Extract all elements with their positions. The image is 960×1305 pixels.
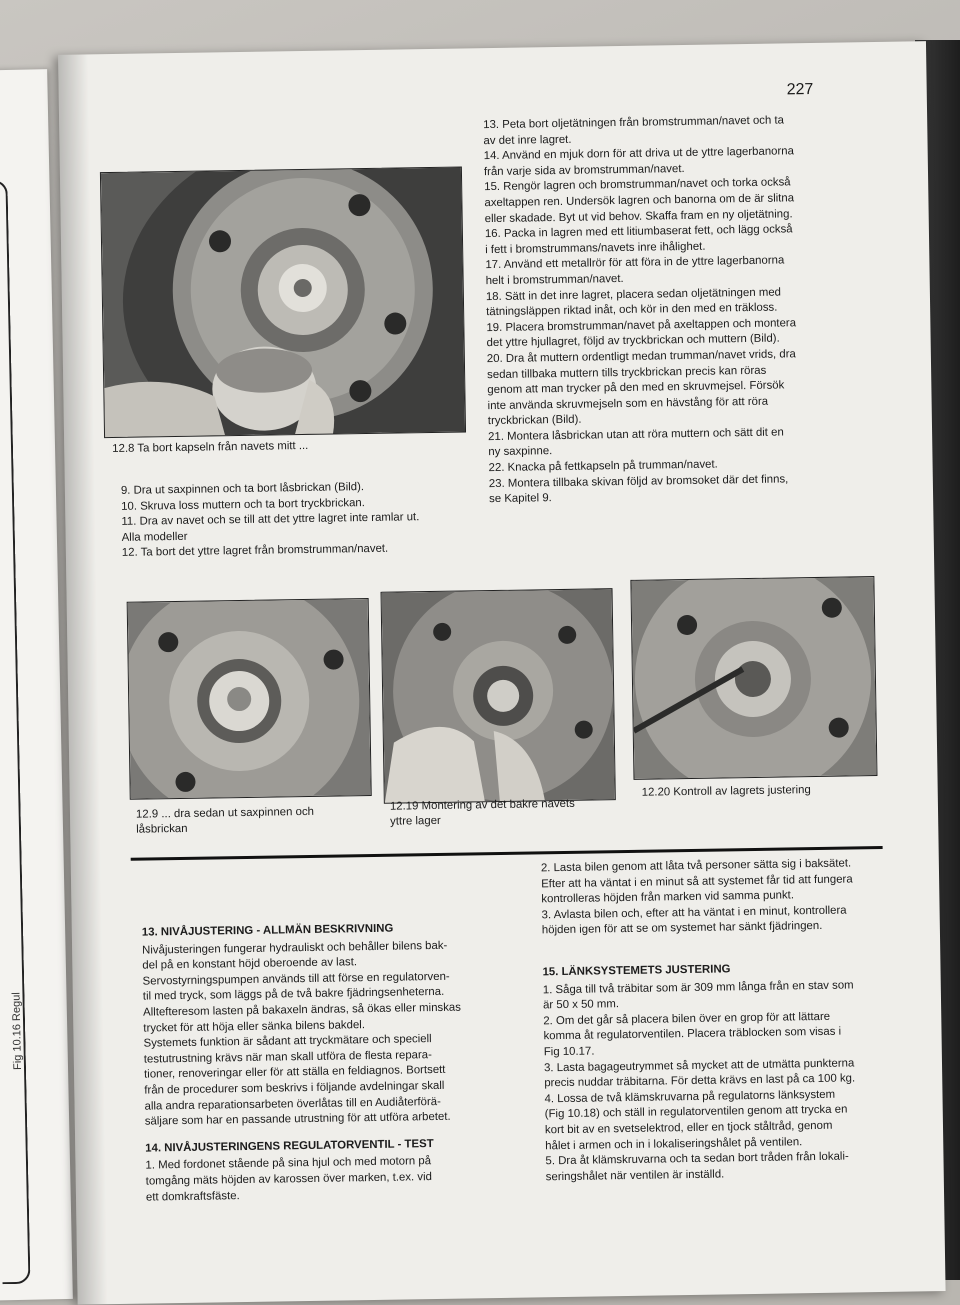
- text-line: 3. Lasta bagageutrymmet så mycket att de utmätta punkterna: [543, 1056, 855, 1074]
- photo-12-19: [381, 588, 616, 804]
- left-page-side-text: Fig 10.16 Regul: [10, 992, 25, 1071]
- text-line: av det inre lagret.: [483, 133, 572, 147]
- text-line: hålet i armen och in i lokaliseringshålet på ventilen.: [545, 1135, 803, 1152]
- photo-12-20-image: [631, 577, 876, 779]
- section-15-heading: 15. LÄNKSYSTEMETS JUSTERING: [542, 963, 731, 979]
- text-line: 12. Ta bort det yttre lagret från bromstrumman/navet.: [121, 543, 389, 560]
- page-number: 227: [786, 80, 814, 99]
- text-line: trycket för att höja eller sänka bilens bakdel.: [143, 1018, 366, 1035]
- text-line: 19. Placera bromstrumman/navet på axeltappen och montera: [486, 316, 797, 334]
- text-line: Efter att ha väntat i en minut så att systemet får tid att fungera: [541, 873, 853, 890]
- text-line: 5. Dra åt klämskruvarna och ta sedan bort tråden från lokali-: [545, 1150, 849, 1168]
- text-line: 15. Rengör lagren och bromstrumman/navet och torka också: [484, 176, 791, 194]
- text-line: 4. Lossa de två klämskruvarna på regulatorns länksystem: [544, 1088, 836, 1106]
- text-line: tomgång mäts höjden av karossen över marken, t.ex. vid: [145, 1170, 433, 1188]
- photo-12-20: [630, 576, 877, 780]
- text-line: (Fig 10.18) och ställ in regulatorventilen genom att trycka en: [544, 1103, 848, 1121]
- text-line: höjden igen för att se om systemet har sänkt fjädringen.: [541, 920, 823, 937]
- caption-12-19: [390, 797, 575, 830]
- text-line: Alla modeller: [121, 530, 188, 544]
- text-line: Nivåjusteringen fungerar hydrauliskt och behåller bilens bak-: [142, 939, 448, 957]
- text-line: 1. Såga till två träbitar som är 309 mm långa från en stav som: [542, 978, 854, 996]
- text-line: 21. Montera låsbrickan utan att röra muttern och sätt dit en: [488, 426, 784, 443]
- text-line: ny saxpinne.: [488, 445, 553, 459]
- text-line: tioner, renoveringar eller för att ställa en feldiagnos. Bortsett: [143, 1064, 446, 1081]
- text-line: från varje sida av bromstrumman/navet.: [483, 162, 685, 178]
- text-line: i fett i bromstrummans/navets inre ihålighet.: [485, 240, 706, 256]
- text-line: 17. Använd ett metallrör för att föra in de yttre lagerbanorna: [485, 254, 785, 272]
- text-line: precis nuddar träbitarna. För detta krävs en last på ca 100 kg.: [544, 1072, 856, 1090]
- text-line: Alltefteresom lasten på bakaxeln ändras, så ökas eller minskas: [143, 1001, 462, 1019]
- left-column-top: [121, 479, 420, 562]
- text-line: från de procedurer som beskrivs i följande avdelningar skall: [144, 1079, 445, 1097]
- text-line: 16. Packa in lagren med ett litiumbaserat fett, och lägg också: [484, 223, 793, 241]
- text-line: Servostyrningspumpen används till att förse en regulatorven-: [142, 970, 450, 988]
- text-line: eller skadade. Byt ut vid behov. Skaffa fram en ny oljetätning.: [484, 207, 793, 225]
- text-line: 2. Lasta bilen genom att låta två personer sätta sig i baksätet.: [540, 857, 852, 875]
- caption-12-20: 12.20 Kontroll av lagrets justering: [641, 784, 811, 799]
- text-line: til med tryck, som läggs på de två bakre fjädringsenheterna.: [142, 986, 445, 1003]
- text-line: 9. Dra ut saxpinnen och ta bort låsbrickan (Bild).: [120, 481, 365, 497]
- caption-12-9: [136, 805, 314, 838]
- text-line: 1. Med fordonet stående på sina hjul och med motorn på: [145, 1155, 432, 1172]
- text-line: genom att man trycker på den med en skruvmejsel. Försök: [487, 379, 785, 397]
- text-line: 13. Peta bort oljetätningen från bromstrumman/navet och ta: [483, 114, 785, 132]
- text-line: tryckbrickan (Bild).: [487, 413, 582, 428]
- text-line: 20. Dra åt muttern ordentligt medan trumman/navet vrids, dra: [486, 348, 796, 366]
- text-line: Systemets funktion är sådant att tryckmätare och speciell: [143, 1033, 432, 1050]
- text-line: helt i bromstrumman/navet.: [485, 272, 624, 288]
- text-line: kontrolleras höjden från marken vid samma punkt.: [541, 889, 795, 906]
- text-line: säljare som har en passande utrustning för att utföra arbetet.: [144, 1110, 451, 1128]
- text-line: det yttre hjullagret, följd av tryckbrickan och muttern (Bild).: [486, 332, 780, 350]
- text-line: kort bit av en svetselektrod, eller en tjock ståltråd, genom: [544, 1119, 833, 1137]
- text-line: alla andra reparationsarbeten överlåtas till en Audiåterförä-: [144, 1095, 441, 1113]
- text-line: se Kapitel 9.: [488, 492, 552, 506]
- text-line: 2. Om det går så placera bilen över en grop för att lättare: [543, 1010, 831, 1028]
- text-line: del på en konstant höjd oberoende av last.: [142, 956, 358, 972]
- right-column-bottom: [541, 856, 858, 1185]
- text-line: ett domkraftsfäste.: [145, 1189, 240, 1204]
- text-line: testutrustning krävs när man skall utföra de flesta repara-: [143, 1048, 432, 1066]
- section-13-heading: 13. NIVÅJUSTERING - ALLMÄN BESKRIVNING: [141, 922, 394, 939]
- text-line: 22. Knacka på fettkapseln på trumman/navet.: [488, 458, 718, 475]
- photo-12-8-image: [101, 168, 465, 438]
- caption-line: yttre lager: [390, 814, 441, 828]
- caption-line: 12.9 ... dra sedan ut saxpinnen och: [135, 805, 315, 821]
- text-line: är 50 x 50 mm.: [542, 998, 620, 1012]
- text-line: 18. Sätt in det inre lagret, placera sedan oljetätningen med: [485, 286, 782, 303]
- text-line: 3. Avlasta bilen och, efter att ha väntat i en minut, kontrollera: [541, 904, 847, 922]
- text-line: komma åt regulatorventilen. Placera träblocken som visas i: [543, 1025, 842, 1043]
- text-line: Fig 10.17.: [543, 1045, 595, 1059]
- caption-line: 12.19 Montering av det bakre navets: [389, 797, 575, 813]
- text-line: tätningsläppen riktad inåt, och kör in den med en träkloss.: [486, 301, 778, 319]
- caption-line: låsbrickan: [136, 822, 188, 836]
- text-line: inte använda skruvmejseln som en hävstång för att röra: [487, 395, 769, 412]
- right-column-top: [483, 113, 799, 508]
- photo-12-9-image: [128, 599, 371, 799]
- section-14-heading: 14. NIVÅJUSTERINGENS REGULATORVENTIL - TEST: [145, 1137, 434, 1155]
- section-13: [142, 921, 464, 1206]
- photo-12-9: [127, 598, 372, 800]
- book-page: [58, 41, 946, 1304]
- text-line: 23. Montera tillbaka skivan följd av bromsoket där det finns,: [488, 473, 789, 490]
- text-line: seringshålet när ventilen är inställd.: [545, 1168, 725, 1183]
- photo-12-8: [100, 166, 466, 438]
- text-line: axeltappen ren. Undersök lagren och banorna om de är slitna: [484, 192, 795, 210]
- text-line: 14. Använd en mjuk dorn för att driva ut de yttre lagerbanorna: [483, 145, 795, 163]
- text-line: sedan tillbaka muttern tills tryckbrickan precis kan röras: [487, 364, 767, 381]
- left-page-frame: [0, 180, 31, 1284]
- caption-12-8: 12.8 Ta bort kapseln från navets mitt ...: [112, 439, 309, 456]
- text-line: 11. Dra av navet och se till att det yttre lagret inte ramlar ut.: [121, 511, 420, 529]
- photo-12-19-image: [382, 589, 615, 803]
- text-line: 10. Skruva loss muttern och ta bort tryckbrickan.: [121, 496, 365, 513]
